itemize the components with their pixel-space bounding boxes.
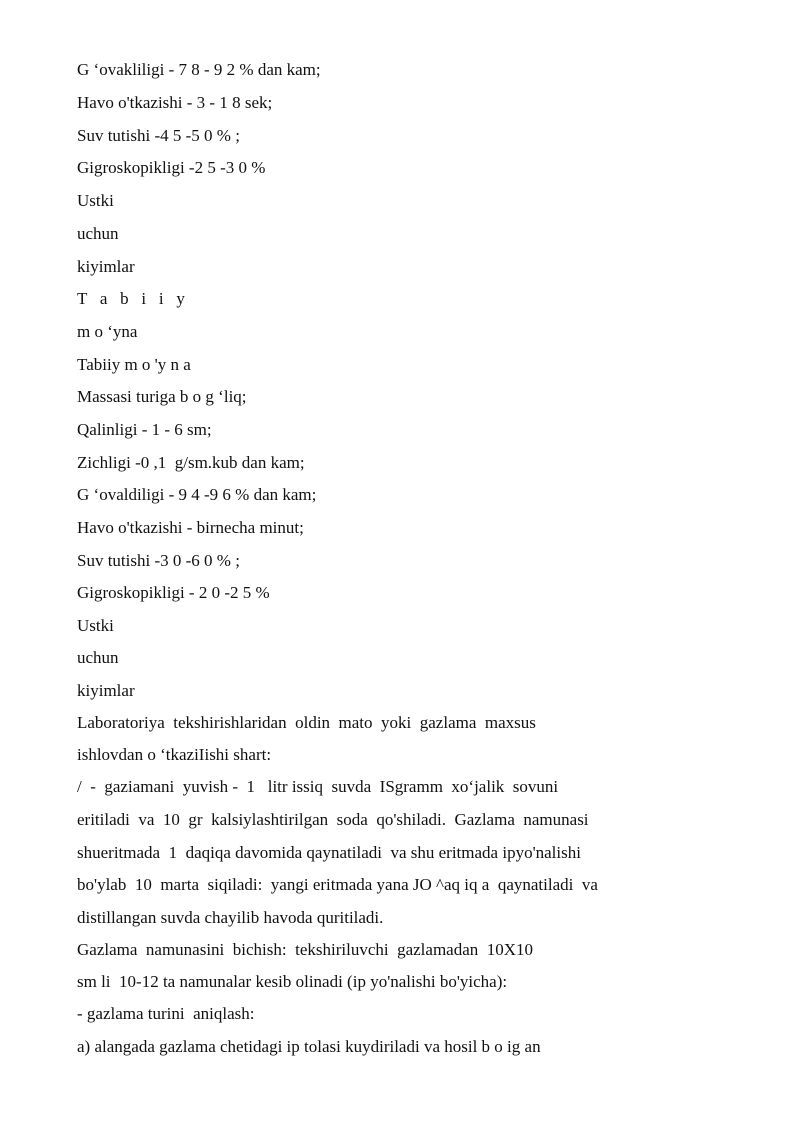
text-line: G ‘ovakliligi - 7 8 - 9 2 % dan kam;	[77, 60, 321, 79]
text-line: Tabiiy m o 'y n a	[77, 355, 191, 374]
text-line: Laboratoriya tekshirishlaridan oldin mato yoki gazlama maxsus	[77, 713, 536, 732]
text-line: uchun	[77, 224, 119, 243]
text-line: Havo o'tkazishi - birnecha minut;	[77, 518, 304, 537]
text-line: - gazlama turini aniqlash:	[77, 1004, 255, 1023]
text-line: Ustki	[77, 191, 114, 210]
text-line: Massasi turiga b o g ‘liq;	[77, 387, 247, 406]
text-line: Zichligi -0 ,1 g/sm.kub dan kam;	[77, 453, 305, 472]
text-line: Suv tutishi -3 0 -6 0 % ;	[77, 551, 240, 570]
text-line: m o ‘yna	[77, 322, 138, 341]
text-line: Suv tutishi -4 5 -5 0 % ;	[77, 126, 240, 145]
text-line: a) alangada gazlama chetidagi ip tolasi kuydiriladi va hosil b o ig an	[77, 1037, 541, 1056]
text-line: Gigroskopikligi - 2 0 -2 5 %	[77, 583, 270, 602]
text-line: ishlovdan o ‘tkaziIishi shart:	[77, 745, 272, 764]
text-line: eritiladi va 10 gr kalsiylashtirilgan soda qo'shiladi. Gazlama namunasi	[77, 810, 589, 829]
text-line: Qalinligi - 1 - 6 sm;	[77, 420, 212, 439]
text-line: shueritmada 1 daqiqa davomida qaynatiladi va shu eritmada ipyo'nalishi	[77, 843, 581, 862]
text-line: distillangan suvda chayilib havoda quritiladi.	[77, 908, 384, 927]
text-line: / - gaziamani yuvish - 1 litr issiq suvda ISgramm xo‘jalik sovuni	[77, 777, 559, 796]
text-line: Gigroskopikligi -2 5 -3 0 %	[77, 158, 266, 177]
text-line: Ustki	[77, 616, 114, 635]
text-line: kiyimlar	[77, 681, 135, 700]
text-line: G ‘ovaldiligi - 9 4 -9 6 % dan kam;	[77, 485, 317, 504]
text-line: Gazlama namunasini bichish: tekshiriluvchi gazlamadan 10X10	[77, 940, 534, 959]
text-line: kiyimlar	[77, 257, 135, 276]
text-line: sm li 10-12 ta namunalar kesib olinadi (ip yo'nalishi bo'yicha):	[77, 972, 508, 991]
text-line: bo'ylab 10 marta siqiladi: yangi eritmada yana JO ^aq iq a qaynatiladi va	[77, 875, 598, 894]
text-line: uchun	[77, 648, 119, 667]
text-line: T a b i i y	[77, 289, 185, 308]
text-line: Havo o'tkazishi - 3 - 1 8 sek;	[77, 93, 273, 112]
